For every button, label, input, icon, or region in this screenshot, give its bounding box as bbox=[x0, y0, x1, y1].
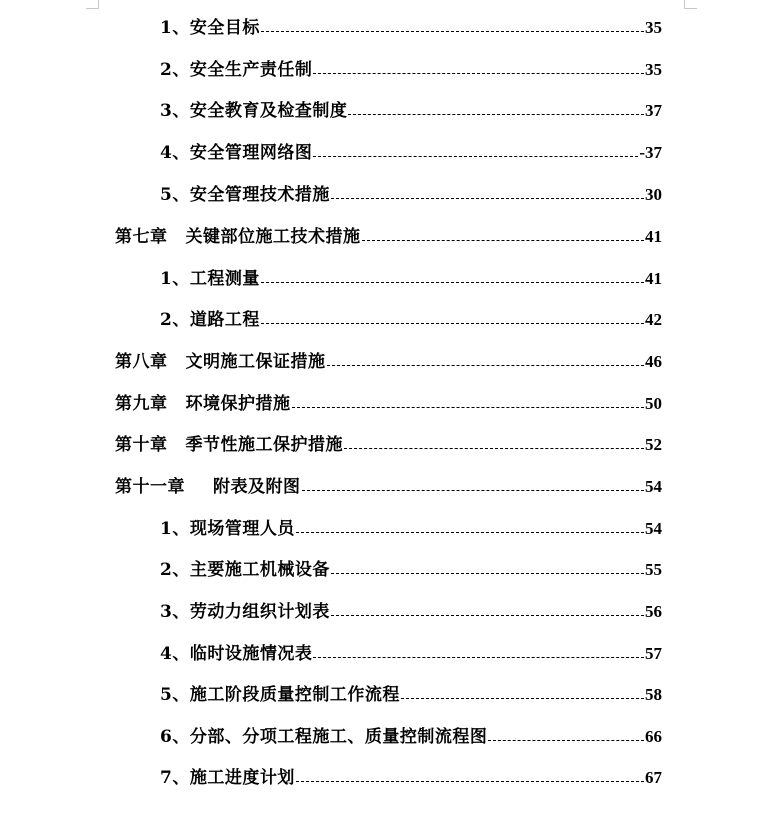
toc-entry-number: 5、 bbox=[160, 185, 190, 205]
toc-entry[interactable] bbox=[160, 764, 662, 788]
toc-entry-page: 66 bbox=[645, 727, 662, 746]
toc-entry[interactable] bbox=[160, 139, 662, 163]
toc-entry[interactable] bbox=[160, 97, 662, 121]
toc-entry-title: 安全目标 bbox=[189, 18, 260, 38]
toc-chapter-number: 第七章 bbox=[115, 227, 168, 247]
toc-chapter-entry[interactable] bbox=[115, 473, 662, 497]
toc-entry-title: 附表及附图 bbox=[213, 477, 301, 497]
toc-entry-title: 安全教育及检查制度 bbox=[189, 101, 348, 121]
toc-entry-page: 41 bbox=[645, 269, 662, 288]
dot-leader bbox=[327, 365, 645, 366]
toc-entry-title: 道路工程 bbox=[189, 310, 260, 330]
toc-entry-page: 54 bbox=[645, 477, 662, 496]
dot-leader bbox=[261, 31, 644, 32]
toc-entry-page: 42 bbox=[645, 310, 662, 329]
toc-entry-title: 劳动力组织计划表 bbox=[189, 602, 330, 622]
toc-entry-page: -37 bbox=[639, 143, 662, 162]
toc-entry-number: 5、 bbox=[160, 685, 190, 705]
toc-entry-title: 施工进度计划 bbox=[189, 768, 295, 788]
toc-entry-page: 35 bbox=[645, 18, 662, 37]
dot-leader bbox=[313, 73, 644, 74]
toc-entry-number: 3、 bbox=[160, 101, 190, 121]
toc-entry[interactable] bbox=[160, 723, 662, 747]
dot-leader bbox=[331, 615, 644, 616]
toc-entry-title: 分部、分项工程施工、质量控制流程图 bbox=[189, 727, 488, 747]
toc-entry-title: 季节性施工保护措施 bbox=[185, 435, 343, 455]
toc-entry-title: 主要施工机械设备 bbox=[189, 560, 330, 580]
toc-entry-title: 工程测量 bbox=[189, 269, 260, 289]
toc-entry-title: 安全管理网络图 bbox=[189, 143, 313, 163]
toc-entry-page: 56 bbox=[645, 602, 662, 621]
toc-entry-page: 67 bbox=[645, 768, 662, 787]
toc-entry-page: 58 bbox=[645, 685, 662, 704]
dot-leader bbox=[348, 114, 644, 115]
dot-leader bbox=[313, 657, 644, 658]
toc-chapter-entry[interactable] bbox=[115, 390, 662, 414]
toc-entry-number: 1、 bbox=[160, 18, 190, 38]
dot-leader bbox=[313, 156, 638, 157]
toc-entry-number: 6、 bbox=[160, 727, 190, 747]
toc-entry[interactable] bbox=[160, 14, 662, 38]
toc-entry-title: 文明施工保证措施 bbox=[185, 352, 326, 372]
toc-entry-title: 现场管理人员 bbox=[189, 519, 295, 539]
dot-leader bbox=[292, 407, 645, 408]
toc-entry-number: 7、 bbox=[160, 768, 190, 788]
dot-leader bbox=[261, 282, 644, 283]
toc-entry[interactable] bbox=[160, 265, 662, 289]
dot-leader bbox=[331, 573, 644, 574]
toc-entry-title: 安全管理技术措施 bbox=[189, 185, 330, 205]
dot-leader bbox=[362, 240, 645, 241]
toc-entry-page: 52 bbox=[645, 435, 662, 454]
toc-chapter-number: 第十章 bbox=[115, 435, 168, 455]
page-corner-mark-right bbox=[684, 0, 697, 9]
toc-entry[interactable] bbox=[160, 56, 662, 80]
toc-chapter-entry[interactable] bbox=[115, 348, 662, 372]
toc-chapter-number: 第九章 bbox=[115, 394, 168, 414]
toc-chapter-entry[interactable] bbox=[115, 223, 662, 247]
toc-entry[interactable] bbox=[160, 181, 662, 205]
toc-entry-number: 4、 bbox=[160, 143, 190, 163]
dot-leader bbox=[261, 323, 644, 324]
toc-entry-number: 2、 bbox=[160, 560, 190, 580]
toc-entry-page: 37 bbox=[645, 101, 662, 120]
toc-entry-page: 54 bbox=[645, 519, 662, 538]
dot-leader bbox=[302, 490, 645, 491]
toc-entry[interactable] bbox=[160, 598, 662, 622]
toc-entry-title: 临时设施情况表 bbox=[189, 644, 313, 664]
toc-entry[interactable] bbox=[160, 515, 662, 539]
toc-entry-title: 环境保护措施 bbox=[185, 394, 291, 414]
toc-entry[interactable] bbox=[160, 556, 662, 580]
toc-chapter-number: 第十一章 bbox=[115, 477, 185, 497]
toc-entry-number: 1、 bbox=[160, 519, 190, 539]
toc-entry-page: 35 bbox=[645, 60, 662, 79]
dot-leader bbox=[488, 740, 644, 741]
toc-entry-page: 57 bbox=[645, 644, 662, 663]
toc-entry-page: 46 bbox=[645, 352, 662, 371]
toc-entry-page: 30 bbox=[645, 185, 662, 204]
toc-entry-page: 55 bbox=[645, 560, 662, 579]
toc-entry-number: 2、 bbox=[160, 60, 190, 80]
dot-leader bbox=[296, 781, 644, 782]
toc-entry-number: 4、 bbox=[160, 644, 190, 664]
toc-entry-title: 安全生产责任制 bbox=[189, 60, 313, 80]
dot-leader bbox=[331, 198, 644, 199]
page-corner-mark-left bbox=[86, 0, 99, 9]
toc-entry-number: 1、 bbox=[160, 269, 190, 289]
toc-entry-page: 41 bbox=[645, 227, 662, 246]
toc-entry-number: 3、 bbox=[160, 602, 190, 622]
toc-entry-title: 施工阶段质量控制工作流程 bbox=[189, 685, 400, 705]
dot-leader bbox=[296, 532, 644, 533]
toc-chapter-entry[interactable] bbox=[115, 431, 662, 455]
toc-entry-page: 50 bbox=[645, 394, 662, 413]
toc-entry-title: 关键部位施工技术措施 bbox=[185, 227, 361, 247]
toc-entry[interactable] bbox=[160, 681, 662, 705]
toc-entry[interactable] bbox=[160, 306, 662, 330]
toc-entry-number: 2、 bbox=[160, 310, 190, 330]
dot-leader bbox=[401, 698, 644, 699]
toc-entry[interactable] bbox=[160, 640, 662, 664]
dot-leader bbox=[344, 448, 644, 449]
toc-chapter-number: 第八章 bbox=[115, 352, 168, 372]
